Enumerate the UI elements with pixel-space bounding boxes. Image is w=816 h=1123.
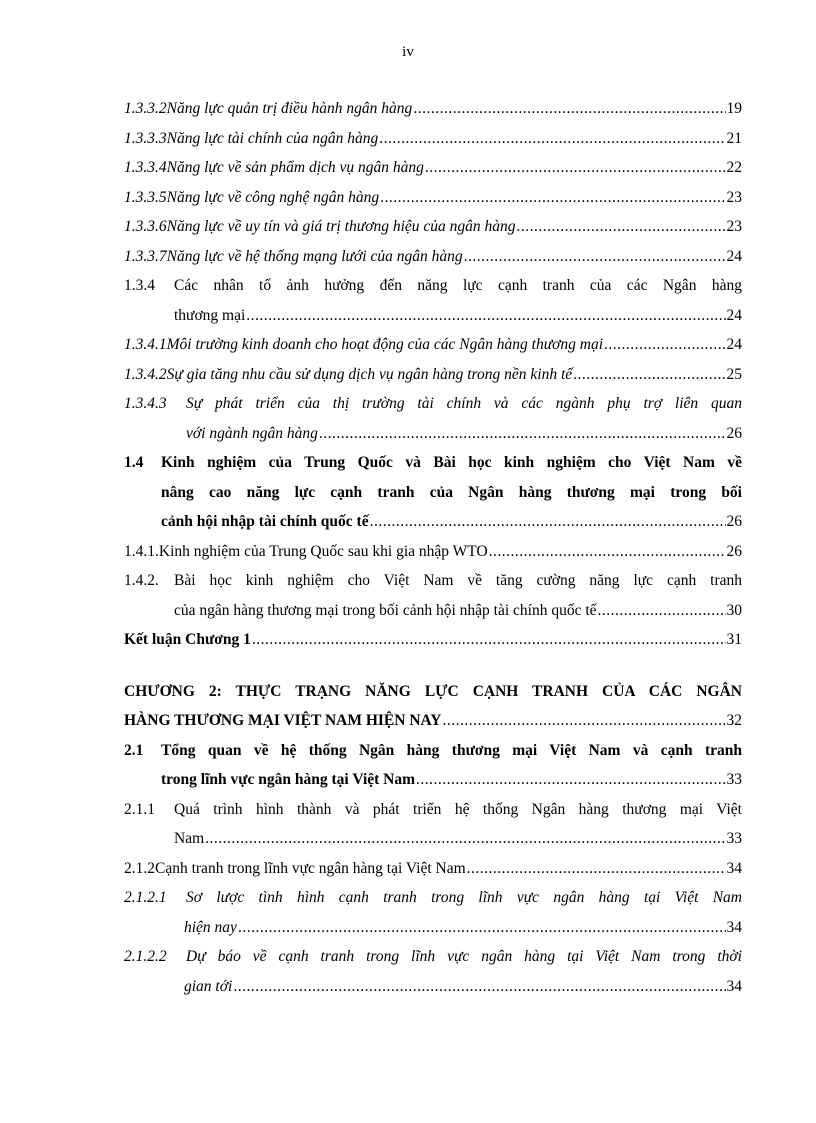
toc-entry-number: 1.3.3.2 bbox=[124, 100, 167, 117]
toc-entry-title-cont: HÀNG THƯƠNG MẠI VIỆT NAM HIỆN NAY bbox=[124, 712, 442, 729]
toc-entry-1-3-3-5[interactable] bbox=[124, 183, 742, 213]
toc-entry-number: 2.1.1 bbox=[124, 800, 155, 818]
toc-entry-number: 2.1.2.2 bbox=[124, 948, 167, 965]
toc-entry-1-3-4-1[interactable] bbox=[124, 330, 742, 360]
dot-leader bbox=[464, 242, 726, 272]
toc-entry-title: Năng lực tài chính của ngân hàng bbox=[166, 129, 379, 147]
dot-leader bbox=[598, 596, 726, 626]
toc-entry-number: 1.3.4.2 bbox=[124, 365, 167, 383]
dot-leader bbox=[252, 625, 726, 655]
toc-entry-1-3-4-3[interactable] bbox=[124, 389, 742, 448]
toc-entry-title-cont: Nam bbox=[174, 830, 205, 847]
toc-entry-title: Tổng quan về hệ thống Ngân hàng thương mại Việt Nam và cạnh tranh bbox=[161, 741, 742, 759]
toc-entry-number: 1.4.1. bbox=[124, 542, 159, 560]
toc-entry-page: 33 bbox=[726, 771, 742, 788]
toc-entry-page: 26 bbox=[726, 542, 742, 560]
toc-entry-page: 23 bbox=[726, 218, 742, 235]
toc-entry-2-1-2-1[interactable] bbox=[124, 883, 742, 942]
toc-entry-1-4-1[interactable] bbox=[124, 537, 742, 567]
toc-entry-chapter-1-conclusion[interactable] bbox=[124, 625, 742, 655]
toc-entry-page: 33 bbox=[726, 830, 742, 847]
toc-entry-page: 26 bbox=[726, 513, 742, 530]
toc-entry-1-3-3-6[interactable] bbox=[124, 212, 742, 242]
toc-entry-number: 1.4 bbox=[124, 454, 144, 471]
toc-entry-title: Quá trình hình thành và phát triển hệ thống Ngân hàng thương mại Việt bbox=[174, 800, 742, 818]
toc-entry-title: Bài học kinh nghiệm cho Việt Nam về tăng cường năng lực cạnh tranh bbox=[174, 572, 742, 589]
dot-leader bbox=[604, 330, 725, 360]
dot-leader bbox=[205, 824, 725, 854]
dot-leader bbox=[413, 94, 725, 124]
toc-entry-title: Sơ lược tình hình cạnh tranh trong lĩnh vực ngân hàng tại Việt Nam bbox=[186, 889, 742, 906]
toc-entry-1-4[interactable] bbox=[124, 448, 742, 537]
toc-entry-page: 21 bbox=[726, 129, 742, 147]
dot-leader bbox=[238, 913, 726, 943]
toc-entry-title: Các nhân tố ảnh hưởng đến năng lực cạnh tranh của các Ngân hàng bbox=[174, 277, 742, 294]
dot-leader bbox=[443, 706, 726, 736]
toc-entry-title: Kinh nghiệm của Trung Quốc và Bài học kinh nghiệm cho Việt Nam về bbox=[161, 454, 742, 471]
dot-leader bbox=[319, 419, 726, 449]
toc-entry-page: 24 bbox=[726, 247, 742, 265]
toc-entry-page: 26 bbox=[726, 424, 742, 442]
toc-entry-title-cont: hiện nay bbox=[184, 918, 237, 936]
toc-entry-title: Kết luận Chương 1 bbox=[124, 631, 251, 648]
toc-entry-title: Năng lực về hệ thống mạng lưới của ngân hàng bbox=[166, 247, 463, 265]
dot-leader bbox=[467, 854, 726, 884]
toc-entry-title: Sự gia tăng nhu cầu sử dụng dịch vụ ngân hàng trong nền kinh tế bbox=[166, 365, 573, 383]
toc-entry-page: 19 bbox=[726, 100, 742, 117]
toc-entry-title: Năng lực về sản phẩm dịch vụ ngân hàng bbox=[166, 159, 424, 176]
page-number: iv bbox=[402, 44, 414, 60]
toc-entry-number: 1.3.4 bbox=[124, 277, 155, 294]
toc-entry-page: 24 bbox=[726, 336, 742, 353]
toc-entry-1-3-3-7[interactable] bbox=[124, 242, 742, 272]
dot-leader bbox=[489, 537, 726, 567]
toc-entry-page: 24 bbox=[726, 306, 742, 324]
toc-entry-2-1[interactable] bbox=[124, 736, 742, 795]
toc-entry-number: 2.1 bbox=[124, 741, 144, 759]
toc-entry-1-3-3-3[interactable] bbox=[124, 124, 742, 154]
dot-leader bbox=[425, 153, 726, 183]
toc-entry-title: Năng lực về uy tín và giá trị thương hiệu của ngân hàng bbox=[166, 218, 516, 235]
toc-entry-number: 1.3.3.5 bbox=[124, 188, 167, 206]
toc-entry-title-cont: của ngân hàng thương mại trong bối cảnh hội nhập tài chính quốc tế bbox=[174, 601, 597, 619]
dot-leader bbox=[380, 183, 725, 213]
toc-entry-number: 1.4.2. bbox=[124, 572, 159, 589]
toc-entry-number: 1.3.3.3 bbox=[124, 129, 167, 147]
toc-entry-title: Năng lực về công nghệ ngân hàng bbox=[166, 188, 380, 206]
dot-leader bbox=[573, 360, 725, 390]
toc-entry-chapter-2[interactable] bbox=[124, 677, 742, 736]
toc-entry-page: 25 bbox=[726, 365, 742, 383]
toc-entry-1-4-2[interactable] bbox=[124, 566, 742, 625]
toc-entry-title-cont: với ngành ngân hàng bbox=[186, 424, 318, 442]
table-of-contents bbox=[124, 94, 742, 1001]
toc-entry-number: 1.3.3.6 bbox=[124, 218, 167, 235]
toc-entry-2-1-1[interactable] bbox=[124, 795, 742, 854]
spacer bbox=[124, 655, 742, 677]
toc-entry-page: 30 bbox=[726, 601, 742, 619]
toc-entry-1-3-3-2[interactable] bbox=[124, 94, 742, 124]
toc-entry-page: 32 bbox=[726, 712, 742, 729]
toc-entry-title: Dự báo về cạnh tranh trong lĩnh vực ngân hàng tại Việt Nam trong thời bbox=[186, 948, 742, 965]
toc-entry-2-1-2-2[interactable] bbox=[124, 942, 742, 1001]
toc-entry-number: 2.1.2.1 bbox=[124, 889, 167, 906]
toc-entry-1-3-4[interactable] bbox=[124, 271, 742, 330]
dot-leader bbox=[233, 972, 725, 1002]
dot-leader bbox=[370, 507, 726, 537]
toc-entry-title: Môi trường kinh doanh cho hoạt động của các Ngân hàng thương mại bbox=[166, 336, 604, 353]
toc-entry-number: 1.3.4.3 bbox=[124, 395, 167, 412]
toc-entry-title-cont: thương mại bbox=[174, 306, 246, 324]
toc-entry-title-cont: nâng cao năng lực cạnh tranh của Ngân hàng thương mại trong bối bbox=[161, 483, 742, 501]
dot-leader bbox=[416, 765, 725, 795]
toc-entry-page: 23 bbox=[726, 188, 742, 206]
toc-entry-title-cont: trong lĩnh vực ngân hàng tại Việt Nam bbox=[161, 771, 416, 788]
toc-entry-number: 1.3.4.1 bbox=[124, 336, 167, 353]
toc-entry-page: 31 bbox=[726, 631, 742, 648]
dot-leader bbox=[517, 212, 726, 242]
toc-entry-title: Cạnh tranh trong lĩnh vực ngân hàng tại Việt Nam bbox=[155, 859, 466, 877]
toc-entry-1-3-4-2[interactable] bbox=[124, 360, 742, 390]
toc-entry-title-cont: gian tới bbox=[184, 977, 233, 995]
toc-entry-title: CHƯƠNG 2: THỰC TRẠNG NĂNG LỰC CẠNH TRANH CỦA CÁC NGÂN bbox=[124, 682, 742, 700]
toc-entry-page: 34 bbox=[726, 859, 742, 877]
toc-entry-title: Năng lực quản trị điều hành ngân hàng bbox=[166, 100, 413, 117]
toc-entry-page: 22 bbox=[726, 159, 742, 176]
toc-entry-title: Kinh nghiệm của Trung Quốc sau khi gia nhập WTO bbox=[158, 542, 488, 560]
toc-entry-page: 34 bbox=[726, 977, 742, 995]
dot-leader bbox=[379, 124, 725, 154]
toc-entry-title-cont: cảnh hội nhập tài chính quốc tế bbox=[161, 513, 369, 530]
toc-entry-1-3-3-4[interactable] bbox=[124, 153, 742, 183]
toc-entry-title: Sự phát triển của thị trường tài chính và các ngành phụ trợ liên quan bbox=[186, 395, 742, 412]
dot-leader bbox=[246, 301, 725, 331]
toc-entry-number: 2.1.2 bbox=[124, 859, 155, 877]
toc-entry-number: 1.3.3.4 bbox=[124, 159, 167, 176]
toc-entry-number: 1.3.3.7 bbox=[124, 247, 167, 265]
toc-entry-2-1-2[interactable] bbox=[124, 854, 742, 884]
toc-entry-page: 34 bbox=[726, 918, 742, 936]
